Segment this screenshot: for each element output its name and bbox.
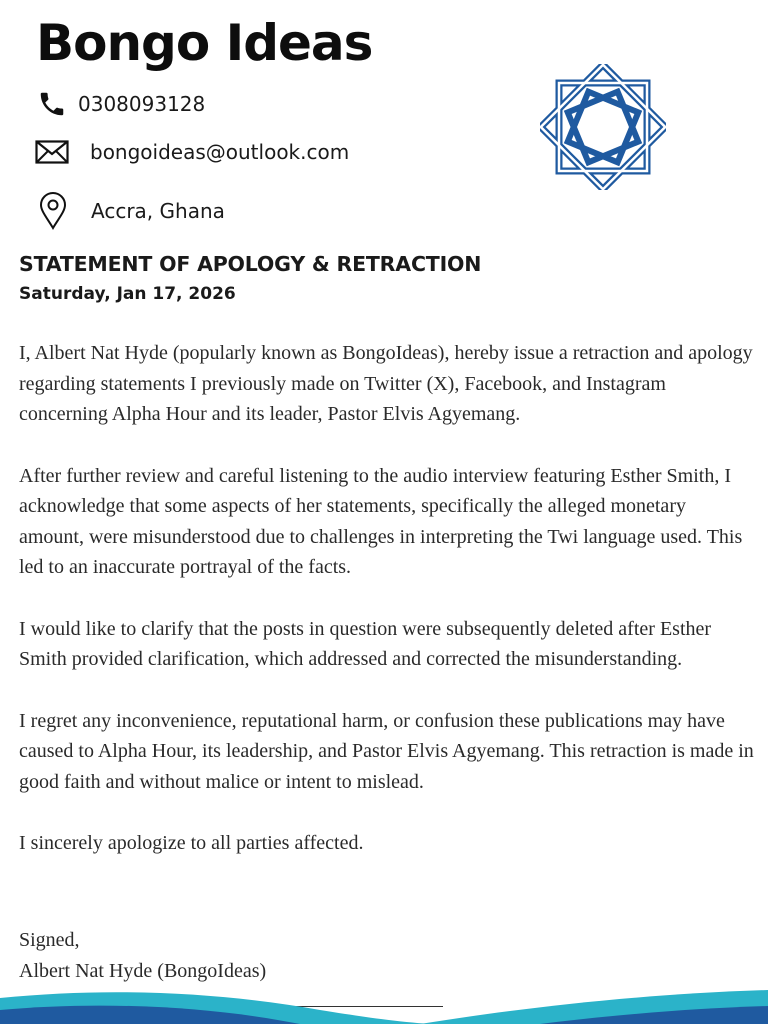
signatory-name: Albert Nat Hyde (BongoIdeas) [19,959,267,982]
statement-title: STATEMENT OF APOLOGY & RETRACTION [19,252,482,276]
paragraph-2: After further review and careful listening to the audio interview featuring Esther Smith, I acknowledge that some aspects of her statements, specifically the alleged monetary amount, were misunderstood due to challenges in interpreting the Twi language used. This led to an inaccurate portrayal of the facts. [19,464,743,578]
contact-email [34,138,349,166]
phone-number: 0308093128 [78,92,206,116]
paragraph-3: I would like to clarify that the posts in question were subsequently deleted after Esther Smith provided clarification, which addressed and corrected the misunderstanding. [19,617,712,670]
paragraph-4: I regret any inconvenience, reputational harm, or confusion these publications may have caused to Alpha Hour, its leadership, and Pastor Elvis Agyemang. This retraction is made in good faith and without malice or intent to mislead. [19,709,754,793]
contact-phone [36,88,205,120]
paragraph-5: I sincerely apologize to all parties affected. [19,832,364,854]
paragraph-1: I, Albert Nat Hyde (popularly known as BongoIdeas), hereby issue a retraction and apology regarding statements I previously made on Twitter (X), Facebook, and Instagram concerning Alpha Hour and its leader, Pastor Elvis Agyemang. [19,342,753,425]
brand-title: Bongo Ideas [36,14,373,72]
footer-wave [0,964,768,1024]
contact-location [38,192,225,230]
statement-date: Saturday, Jan 17, 2026 [19,284,236,304]
map-pin-icon [38,192,68,230]
statement-body [19,338,754,890]
phone-icon [36,88,68,120]
signed-label: Signed, [19,929,80,951]
envelope-icon [34,138,70,166]
geometric-star-logo [540,64,666,190]
location-text: Accra, Ghana [91,199,225,223]
email-address: bongoideas@outlook.com [90,140,350,164]
